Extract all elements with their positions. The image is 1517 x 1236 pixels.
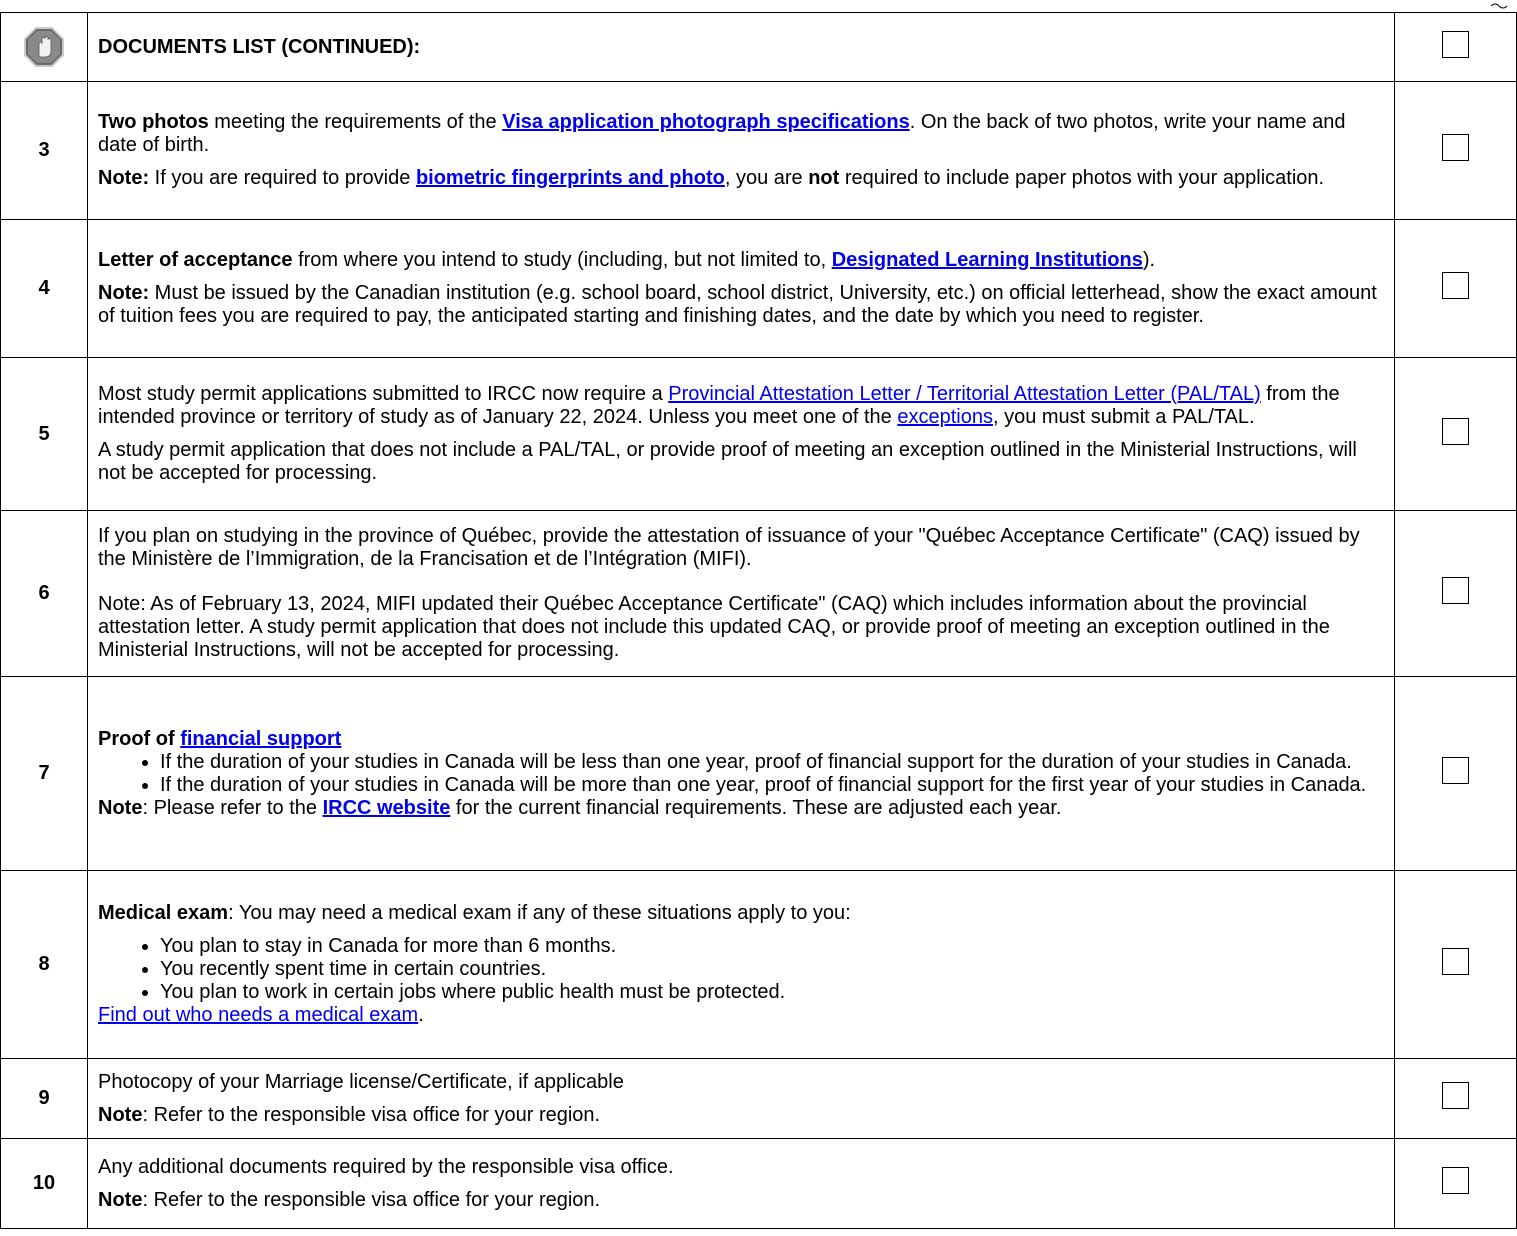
item-row-7 xyxy=(1,677,1517,871)
item-description xyxy=(88,1139,1395,1229)
item-text: from where you intend to study (including, but not limited to, xyxy=(292,249,832,271)
item-description xyxy=(88,220,1395,358)
item-text: ). xyxy=(1142,249,1156,271)
item-number: 4 xyxy=(1,220,88,358)
photo-specifications-link[interactable]: Visa application photograph specifications xyxy=(502,111,910,133)
header-title-cell xyxy=(88,13,1395,82)
item-note xyxy=(98,1189,1384,1212)
item-note xyxy=(98,1104,1384,1127)
item-note xyxy=(98,282,1384,328)
page-corner-mark xyxy=(1489,0,1509,10)
item-row-5 xyxy=(1,358,1517,511)
item-checkbox[interactable] xyxy=(1442,272,1469,299)
item-checkbox[interactable] xyxy=(1442,1167,1469,1194)
item-number: 5 xyxy=(1,358,88,511)
item-text: Most study permit applications submitted to IRCC now require a xyxy=(98,383,669,405)
item-row-6 xyxy=(1,511,1517,677)
item-paragraph xyxy=(98,439,1384,485)
item-number: 9 xyxy=(1,1059,88,1139)
item-bold-text: Letter of acceptance xyxy=(98,249,293,271)
item-bullet-list xyxy=(98,935,1384,1004)
stop-hand-icon xyxy=(24,27,64,67)
section-title: DOCUMENTS LIST (CONTINUED): xyxy=(98,35,421,58)
item-text: for the current financial requirements. These are adjusted each year. xyxy=(450,796,1062,819)
item-number: 3 xyxy=(1,82,88,220)
list-item: • You plan to work in certain jobs where public health must be protected. xyxy=(160,981,1384,1004)
item-description xyxy=(88,871,1395,1059)
item-number: 6 xyxy=(1,511,88,677)
item-paragraph xyxy=(98,902,1384,925)
item-row-3 xyxy=(1,82,1517,220)
item-checkbox[interactable] xyxy=(1442,418,1469,445)
item-text: Any additional documents required by the responsible visa office. xyxy=(98,1155,674,1178)
item-paragraph xyxy=(98,525,1384,571)
item-bold-text: Proof of xyxy=(98,727,181,750)
note-label: Note: xyxy=(98,167,150,189)
item-bullet-list xyxy=(98,751,1384,797)
stop-icon-cell xyxy=(1,13,88,82)
item-text: : Please refer to the xyxy=(142,796,323,819)
item-paragraph xyxy=(98,728,1384,751)
item-row-8 xyxy=(1,871,1517,1059)
item-text: If you are required to provide xyxy=(149,167,416,189)
item-checkbox[interactable] xyxy=(1442,948,1469,975)
item-paragraph xyxy=(98,249,1384,272)
item-check-cell xyxy=(1395,1059,1517,1139)
item-text: . On the back of two photos, write your name and date of birth. xyxy=(98,111,1346,156)
item-description xyxy=(88,358,1395,511)
item-checkbox[interactable] xyxy=(1442,134,1469,161)
ircc-website-link[interactable]: IRCC website xyxy=(322,796,451,819)
item-description xyxy=(88,82,1395,220)
item-note xyxy=(98,797,1384,820)
note-label: Note: xyxy=(98,282,150,304)
header-checkbox[interactable] xyxy=(1442,31,1469,58)
item-text: : Refer to the responsible visa office for your region. xyxy=(142,1103,601,1126)
item-check-cell xyxy=(1395,358,1517,511)
item-check-cell xyxy=(1395,220,1517,358)
item-paragraph xyxy=(98,111,1384,157)
item-check-cell xyxy=(1395,82,1517,220)
note-label: Note xyxy=(98,1188,143,1211)
biometrics-link[interactable]: biometric fingerprints and photo xyxy=(415,167,725,189)
item-bold-text: Medical exam xyxy=(98,902,229,924)
item-text: If you plan on studying in the province of Québec, provide the attestation of issuance of your "Québec Acceptance Certificate" (CAQ) issued by the Ministère de l’Immigration, de la Francisation et de l’Intégration (MIFI). xyxy=(98,525,1360,570)
item-text: , you are xyxy=(724,167,809,189)
item-note xyxy=(98,167,1384,190)
item-text: : Refer to the responsible visa office for your region. xyxy=(142,1188,601,1211)
note-label: Note xyxy=(98,1103,143,1126)
header-check-cell xyxy=(1395,13,1517,82)
header-row xyxy=(1,13,1517,82)
list-item: • If the duration of your studies in Canada will be less than one year, proof of financial support for the duration of your studies in Canada. xyxy=(160,751,1384,774)
designated-institutions-link[interactable]: Designated Learning Institutions xyxy=(831,249,1143,271)
documents-table xyxy=(0,12,1517,1229)
item-check-cell xyxy=(1395,511,1517,677)
note-label: Note xyxy=(98,796,143,819)
item-checkbox[interactable] xyxy=(1442,1082,1469,1109)
item-number: 7 xyxy=(1,677,88,871)
exceptions-link[interactable]: exceptions xyxy=(897,406,993,428)
item-number: 8 xyxy=(1,871,88,1059)
item-paragraph xyxy=(98,593,1384,662)
item-checkbox[interactable] xyxy=(1442,577,1469,604)
list-item: • You plan to stay in Canada for more than 6 months. xyxy=(160,935,1384,958)
item-description xyxy=(88,511,1395,677)
item-bold-text: Two photos xyxy=(98,111,209,133)
item-row-10 xyxy=(1,1139,1517,1229)
item-text: A study permit application that does not include a PAL/TAL, or provide proof of meeting an exception outlined in the Ministerial Instructions, will not be accepted for processing. xyxy=(98,439,1357,484)
item-paragraph xyxy=(98,1004,1384,1027)
item-checkbox[interactable] xyxy=(1442,757,1469,784)
financial-support-link[interactable]: financial support xyxy=(180,727,342,750)
item-description xyxy=(88,1059,1395,1139)
pal-tal-link[interactable]: Provincial Attestation Letter / Territorial Attestation Letter (PAL/TAL) xyxy=(668,383,1261,405)
item-text: Note: As of February 13, 2024, MIFI updated their Québec Acceptance Certificate" (CAQ) which includes information about the provincial attestation letter. A study permit application that does not include this updated CAQ, or provide proof of meeting an exception outlined in the Ministerial Instructions, will not be accepted for processing. xyxy=(98,593,1330,661)
item-description xyxy=(88,677,1395,871)
item-text: , you must submit a PAL/TAL. xyxy=(992,406,1255,428)
item-row-9 xyxy=(1,1059,1517,1139)
item-text: meeting the requirements of the xyxy=(208,111,503,133)
item-paragraph xyxy=(98,1156,1384,1179)
item-text: . xyxy=(418,1004,424,1026)
item-text: Must be issued by the Canadian institution (e.g. school board, school district, University, etc.) on official letterhead, show the exact amount of tuition fees you are required to pay, the anticipated starting and finishing dates, and the date by which you need to register. xyxy=(98,282,1377,327)
list-item: • If the duration of your studies in Canada will be more than one year, proof of financial support for the first year of your studies in Canada. xyxy=(160,774,1384,797)
item-text: : You may need a medical exam if any of these situations apply to you: xyxy=(228,902,851,924)
item-bold-text: not xyxy=(808,167,840,189)
item-paragraph xyxy=(98,383,1384,429)
item-check-cell xyxy=(1395,677,1517,871)
item-number: 10 xyxy=(1,1139,88,1229)
item-row-4 xyxy=(1,220,1517,358)
item-check-cell xyxy=(1395,871,1517,1059)
item-check-cell xyxy=(1395,1139,1517,1229)
item-paragraph xyxy=(98,1071,1384,1094)
list-item: • You recently spent time in certain countries. xyxy=(160,958,1384,981)
item-text: required to include paper photos with your application. xyxy=(839,167,1325,189)
item-text: Photocopy of your Marriage license/Certificate, if applicable xyxy=(98,1070,624,1093)
item-text: from the intended province or territory of study as of January 22, 2024. Unless you meet one of the xyxy=(98,383,1340,428)
medical-exam-link[interactable]: Find out who needs a medical exam xyxy=(98,1004,419,1026)
